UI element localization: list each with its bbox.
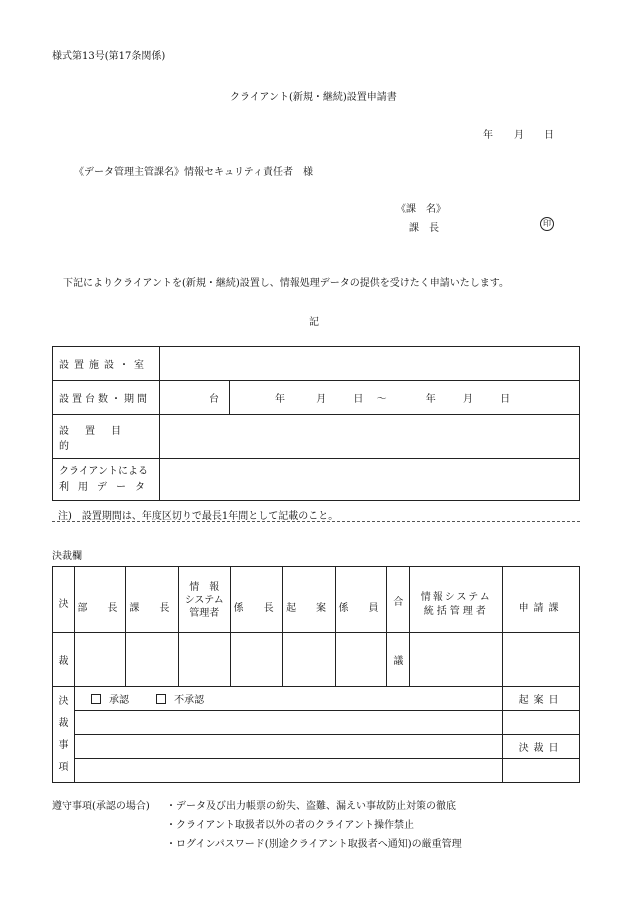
decision-line-4[interactable] [74, 759, 502, 783]
stamp-sysadmin[interactable] [178, 633, 230, 687]
kessai-side-bottom: 裁 [53, 633, 75, 687]
col-gi-bottom: 議 [387, 633, 410, 687]
period-day1: 日 [353, 394, 364, 405]
ki-heading: 記 [309, 317, 319, 328]
approval-table [52, 566, 580, 783]
stamp-bucho[interactable] [74, 633, 125, 687]
approve-options [74, 687, 502, 711]
approval-section-title: 決裁欄 [52, 551, 82, 562]
addressee: 《データ管理主管課名》情報セキュリティ責任者 様 [74, 167, 313, 178]
col-kacho: 課 長 [125, 567, 178, 633]
divider [52, 521, 580, 522]
disapprove-checkbox[interactable] [156, 694, 166, 704]
stamp-kian[interactable] [282, 633, 335, 687]
period-month2: 月 [462, 394, 473, 405]
col-gi-top: 合 [387, 567, 410, 633]
compliance-item: ・データ及び出力帳票の紛失、盗難、漏えい事故防止対策の徹底 [166, 801, 456, 812]
period-year1: 年 [275, 394, 285, 405]
stamp-kakariin[interactable] [335, 633, 387, 687]
application-table [52, 346, 580, 501]
disapprove-label: 不承認 [174, 695, 205, 706]
unit-dai: 台 [209, 394, 219, 405]
stamp-total-admin[interactable] [410, 633, 503, 687]
period-month1: 月 [316, 394, 327, 405]
purpose-label: 設置目的 [53, 415, 160, 459]
col-kakariin: 係 員 [335, 567, 387, 633]
col-total-admin: 情報システム 統括管理者 [410, 567, 503, 633]
purpose-value[interactable] [160, 415, 580, 459]
decision-side-label: 決 裁 事 項 [53, 687, 75, 783]
page-title: クライアント(新規・継続)設置申請書 [230, 92, 397, 103]
stamp-kacho[interactable] [125, 633, 178, 687]
col-sysadmin: 情 報 システム 管理者 [178, 567, 230, 633]
col-kakaricho: 係 長 [230, 567, 282, 633]
kessai-date-value[interactable] [503, 759, 580, 783]
kessai-side-top: 決 [53, 567, 75, 633]
date-day: 日 [544, 130, 554, 141]
date-year: 年 [483, 130, 493, 141]
approve-label: 承認 [108, 695, 129, 706]
form-number: 様式第13号(第17条関係) [52, 51, 166, 62]
decision-line-3[interactable] [74, 735, 502, 759]
usage-label: クライアントによる 利用データ [53, 459, 160, 501]
facility-value[interactable] [160, 347, 580, 381]
applicant-dept: 《課 名》 [396, 204, 446, 215]
applicant-title: 課 長 [409, 223, 439, 234]
seal-mark: 印 [540, 217, 554, 231]
period-cell[interactable] [230, 381, 580, 415]
compliance-item: ・ログインパスワード(別途クライアント取扱者へ通知)の厳重管理 [166, 839, 462, 850]
col-bucho: 部 長 [74, 567, 125, 633]
col-applicant: 申請課 [503, 567, 580, 633]
kian-date-value[interactable] [503, 711, 580, 735]
period-year2: 年 [425, 394, 436, 405]
note-text: 注) 設置期間は、年度区切りで最長1年間として記載のこと。 [58, 511, 339, 522]
stamp-applicant[interactable] [503, 633, 580, 687]
request-text: 下記によりクライアントを(新規・継続)設置し、情報処理データの提供を受けたく申請いたします。 [63, 278, 510, 289]
kian-date-label: 起案日 [503, 687, 580, 711]
compliance-label: 遵守事項(承認の場合) [52, 801, 150, 812]
stamp-kakaricho[interactable] [230, 633, 282, 687]
compliance-item: ・クライアント取扱者以外の者のクライアント操作禁止 [166, 820, 414, 831]
col-kian: 起 案 [282, 567, 335, 633]
count-cell[interactable] [160, 381, 230, 415]
count-period-label: 設置台数・期間 [53, 381, 160, 415]
approve-checkbox[interactable] [91, 694, 101, 704]
period-tilde: ～ [376, 394, 387, 405]
usage-value[interactable] [160, 459, 580, 501]
date-month: 月 [514, 130, 524, 141]
period-day2: 日 [500, 394, 511, 405]
decision-line-2[interactable] [74, 711, 502, 735]
kessai-date-label: 決裁日 [503, 735, 580, 759]
facility-label: 設置施設・室 [53, 347, 160, 381]
